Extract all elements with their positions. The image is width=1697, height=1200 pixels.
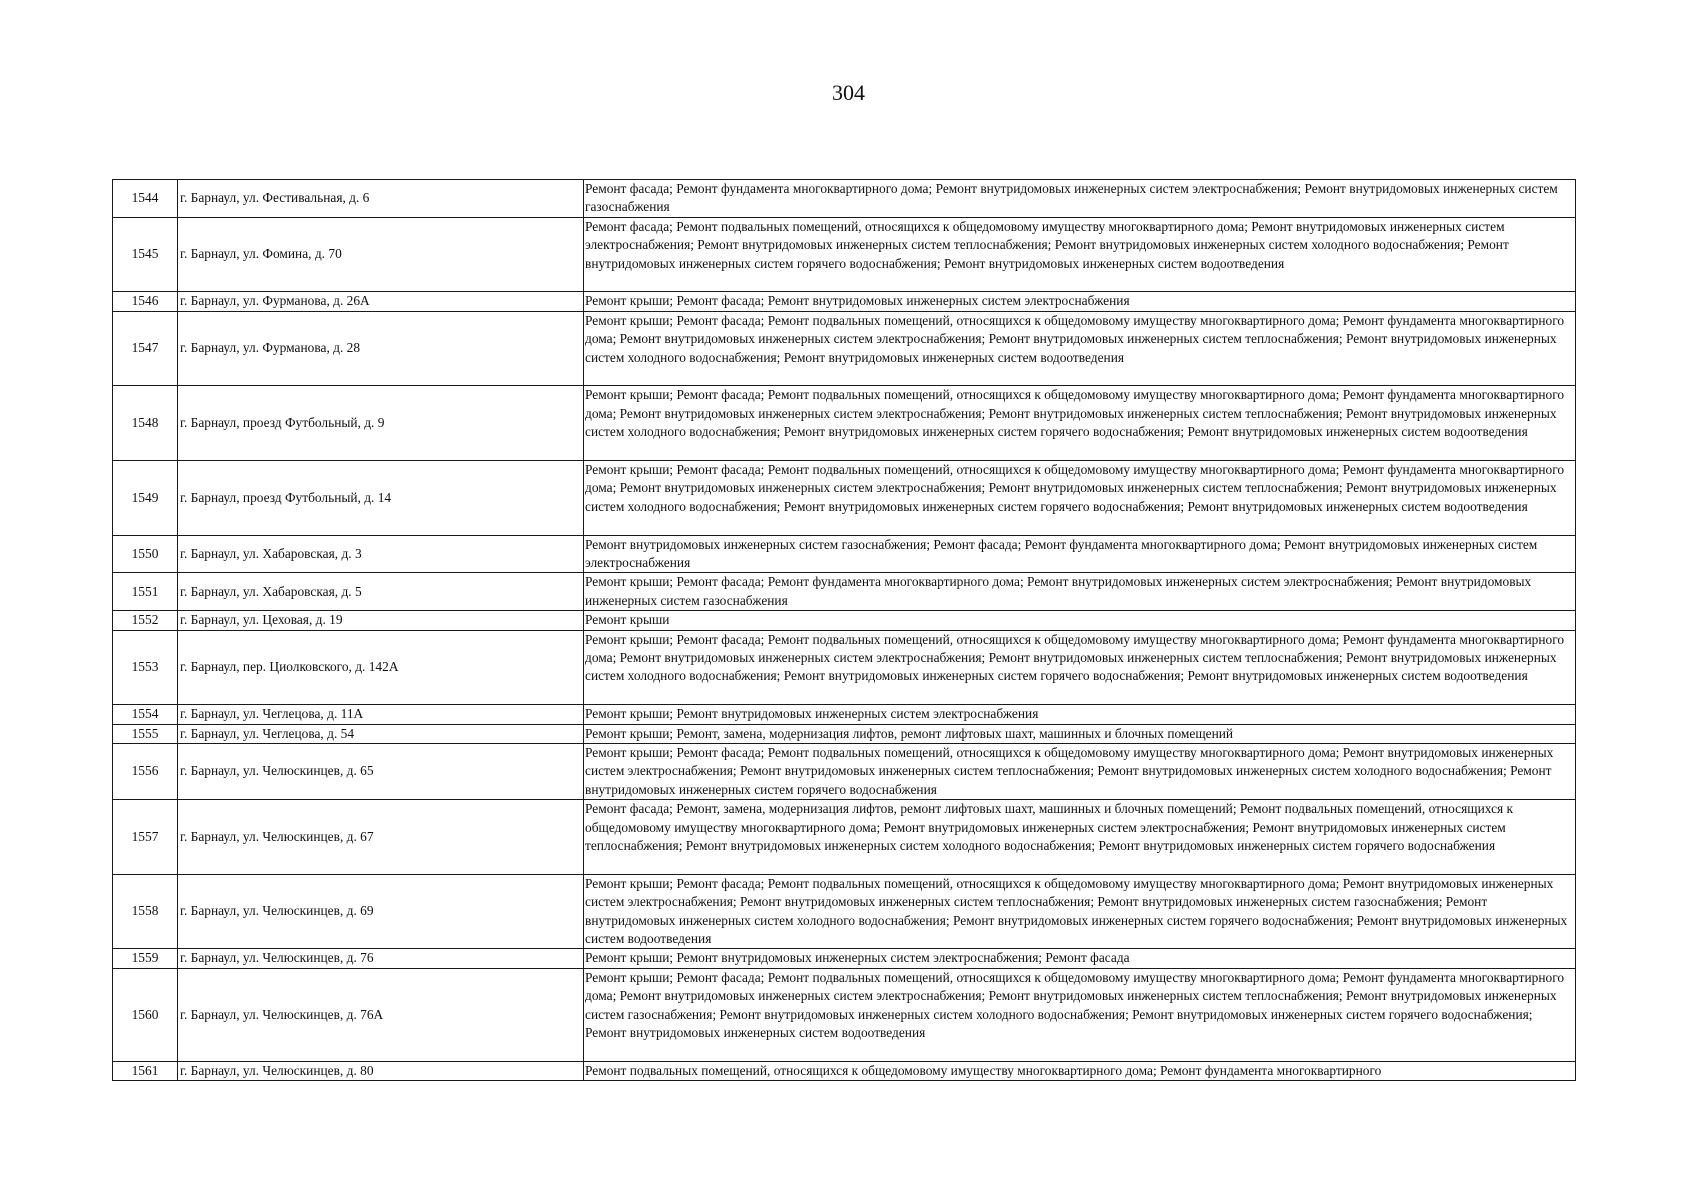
works-cell: Ремонт фасада; Ремонт, замена, модернизация лифтов, ремонт лифтовых шахт, машинных и блочных помещений; Ремонт подвальных помещений, относящихся к общедомовому имуществу многоквартирного дома; Ремонт внутридомовых инженерных систем электроснабжения; Ремонт внутридомовых инженерных систем теплоснабжения; Ремонт внутридомовых инженерных систем холодного водоснабжения; Ремонт внутридомовых инженерных систем горячего водоснабжения (584, 800, 1576, 875)
works-cell: Ремонт крыши; Ремонт фасада; Ремонт подвальных помещений, относящихся к общедомовому имуществу многоквартирного дома; Ремонт внутридомовых инженерных систем электроснабжения; Ремонт внутридомовых инженерных систем теплоснабжения; Ремонт внутридомовых инженерных систем газоснабжения; Ремонт внутридомовых инженерных систем холодного водоснабжения; Ремонт внутридомовых инженерных систем горячего водоснабжения; Ремонт внутридомовых инженерных систем водоотведения (584, 874, 1576, 949)
address-cell: г. Барнаул, ул. Фурманова, д. 26А (178, 292, 584, 311)
works-cell: Ремонт крыши; Ремонт фасада; Ремонт подвальных помещений, относящихся к общедомовому имуществу многоквартирного дома; Ремонт фундамента многоквартирного дома; Ремонт внутридомовых инженерных систем электроснабжения; Ремонт внутридомовых инженерных систем теплоснабжения; Ремонт внутридомовых инженерных систем холодного водоснабжения; Ремонт внутридомовых инженерных систем водоотведения (584, 311, 1576, 386)
table-body (113, 180, 1576, 1081)
works-cell: Ремонт крыши; Ремонт фасада; Ремонт фундамента многоквартирного дома; Ремонт внутридомовых инженерных систем электроснабжения; Ремонт внутридомовых инженерных систем газоснабжения (584, 573, 1576, 611)
row-number: 1548 (113, 386, 178, 461)
row-number: 1544 (113, 180, 178, 218)
works-cell: Ремонт крыши; Ремонт внутридомовых инженерных систем электроснабжения (584, 705, 1576, 724)
row-number: 1561 (113, 1061, 178, 1080)
works-cell: Ремонт крыши; Ремонт фасада; Ремонт подвальных помещений, относящихся к общедомовому имуществу многоквартирного дома; Ремонт фундамента многоквартирного дома; Ремонт внутридомовых инженерных систем электроснабжения; Ремонт внутридомовых инженерных систем теплоснабжения; Ремонт внутридомовых инженерных систем газоснабжения; Ремонт внутридомовых инженерных систем холодного водоснабжения; Ремонт внутридомовых инженерных систем горячего водоснабжения; Ремонт внутридомовых инженерных систем водоотведения (584, 968, 1576, 1061)
row-number: 1547 (113, 311, 178, 386)
row-number: 1546 (113, 292, 178, 311)
table-row (113, 311, 1576, 386)
table-row (113, 744, 1576, 800)
table-row (113, 800, 1576, 875)
row-number: 1560 (113, 968, 178, 1061)
table-row (113, 968, 1576, 1061)
table-row (113, 292, 1576, 311)
row-number: 1559 (113, 949, 178, 968)
row-number: 1545 (113, 217, 178, 292)
works-cell: Ремонт фасада; Ремонт подвальных помещений, относящихся к общедомовому имуществу многоквартирного дома; Ремонт внутридомовых инженерных систем электроснабжения; Ремонт внутридомовых инженерных систем теплоснабжения; Ремонт внутридомовых инженерных систем холодного водоснабжения; Ремонт внутридомовых инженерных систем горячего водоснабжения; Ремонт внутридомовых инженерных систем водоотведения (584, 217, 1576, 292)
table-row (113, 949, 1576, 968)
address-cell: г. Барнаул, ул. Фестивальная, д. 6 (178, 180, 584, 218)
table-row (113, 705, 1576, 724)
address-cell: г. Барнаул, ул. Хабаровская, д. 5 (178, 573, 584, 611)
address-cell: г. Барнаул, ул. Фурманова, д. 28 (178, 311, 584, 386)
works-cell: Ремонт крыши (584, 611, 1576, 630)
page-number: 304 (832, 80, 865, 105)
address-cell: г. Барнаул, проезд Футбольный, д. 14 (178, 461, 584, 536)
works-cell: Ремонт крыши; Ремонт фасада; Ремонт подвальных помещений, относящихся к общедомовому имуществу многоквартирного дома; Ремонт фундамента многоквартирного дома; Ремонт внутридомовых инженерных систем электроснабжения; Ремонт внутридомовых инженерных систем теплоснабжения; Ремонт внутридомовых инженерных систем холодного водоснабжения; Ремонт внутридомовых инженерных систем горячего водоснабжения; Ремонт внутридомовых инженерных систем водоотведения (584, 386, 1576, 461)
repair-works-table (112, 179, 1576, 1081)
address-cell: г. Барнаул, ул. Цеховая, д. 19 (178, 611, 584, 630)
table-row (113, 630, 1576, 705)
row-number: 1554 (113, 705, 178, 724)
works-cell: Ремонт крыши; Ремонт внутридомовых инженерных систем электроснабжения; Ремонт фасада (584, 949, 1576, 968)
works-cell: Ремонт фасада; Ремонт фундамента многоквартирного дома; Ремонт внутридомовых инженерных систем электроснабжения; Ремонт внутридомовых инженерных систем газоснабжения (584, 180, 1576, 218)
row-number: 1551 (113, 573, 178, 611)
row-number: 1553 (113, 630, 178, 705)
address-cell: г. Барнаул, ул. Фомина, д. 70 (178, 217, 584, 292)
address-cell: г. Барнаул, проезд Футбольный, д. 9 (178, 386, 584, 461)
table-row (113, 535, 1576, 573)
works-cell: Ремонт крыши; Ремонт фасада; Ремонт подвальных помещений, относящихся к общедомовому имуществу многоквартирного дома; Ремонт фундамента многоквартирного дома; Ремонт внутридомовых инженерных систем электроснабжения; Ремонт внутридомовых инженерных систем теплоснабжения; Ремонт внутридомовых инженерных систем холодного водоснабжения; Ремонт внутридомовых инженерных систем горячего водоснабжения; Ремонт внутридомовых инженерных систем водоотведения (584, 461, 1576, 536)
table-row (113, 461, 1576, 536)
works-cell: Ремонт подвальных помещений, относящихся к общедомовому имуществу многоквартирного дома; Ремонт фундамента многоквартирного (584, 1061, 1576, 1080)
table-row (113, 386, 1576, 461)
works-cell: Ремонт крыши; Ремонт фасада; Ремонт подвальных помещений, относящихся к общедомовому имуществу многоквартирного дома; Ремонт фундамента многоквартирного дома; Ремонт внутридомовых инженерных систем электроснабжения; Ремонт внутридомовых инженерных систем теплоснабжения; Ремонт внутридомовых инженерных систем холодного водоснабжения; Ремонт внутридомовых инженерных систем горячего водоснабжения; Ремонт внутридомовых инженерных систем водоотведения (584, 630, 1576, 705)
table-row (113, 611, 1576, 630)
row-number: 1558 (113, 874, 178, 949)
row-number: 1552 (113, 611, 178, 630)
address-cell: г. Барнаул, ул. Челюскинцев, д. 65 (178, 744, 584, 800)
address-cell: г. Барнаул, ул. Чеглецова, д. 54 (178, 724, 584, 743)
address-cell: г. Барнаул, ул. Челюскинцев, д. 67 (178, 800, 584, 875)
row-number: 1549 (113, 461, 178, 536)
address-cell: г. Барнаул, ул. Челюскинцев, д. 76А (178, 968, 584, 1061)
row-number: 1550 (113, 535, 178, 573)
row-number: 1556 (113, 744, 178, 800)
table-row (113, 874, 1576, 949)
works-cell: Ремонт крыши; Ремонт, замена, модернизация лифтов, ремонт лифтовых шахт, машинных и блочных помещений (584, 724, 1576, 743)
address-cell: г. Барнаул, ул. Хабаровская, д. 3 (178, 535, 584, 573)
works-cell: Ремонт внутридомовых инженерных систем газоснабжения; Ремонт фасада; Ремонт фундамента многоквартирного дома; Ремонт внутридомовых инженерных систем электроснабжения (584, 535, 1576, 573)
works-cell: Ремонт крыши; Ремонт фасада; Ремонт подвальных помещений, относящихся к общедомовому имуществу многоквартирного дома; Ремонт внутридомовых инженерных систем электроснабжения; Ремонт внутридомовых инженерных систем теплоснабжения; Ремонт внутридомовых инженерных систем холодного водоснабжения; Ремонт внутридомовых инженерных систем горячего водоснабжения (584, 744, 1576, 800)
table-row (113, 724, 1576, 743)
address-cell: г. Барнаул, ул. Челюскинцев, д. 76 (178, 949, 584, 968)
address-cell: г. Барнаул, ул. Челюскинцев, д. 80 (178, 1061, 584, 1080)
table-row (113, 180, 1576, 218)
address-cell: г. Барнаул, пер. Циолковского, д. 142А (178, 630, 584, 705)
table-row (113, 1061, 1576, 1080)
works-cell: Ремонт крыши; Ремонт фасада; Ремонт внутридомовых инженерных систем электроснабжения (584, 292, 1576, 311)
row-number: 1555 (113, 724, 178, 743)
row-number: 1557 (113, 800, 178, 875)
address-cell: г. Барнаул, ул. Челюскинцев, д. 69 (178, 874, 584, 949)
table-row (113, 573, 1576, 611)
table-row (113, 217, 1576, 292)
address-cell: г. Барнаул, ул. Чеглецова, д. 11А (178, 705, 584, 724)
